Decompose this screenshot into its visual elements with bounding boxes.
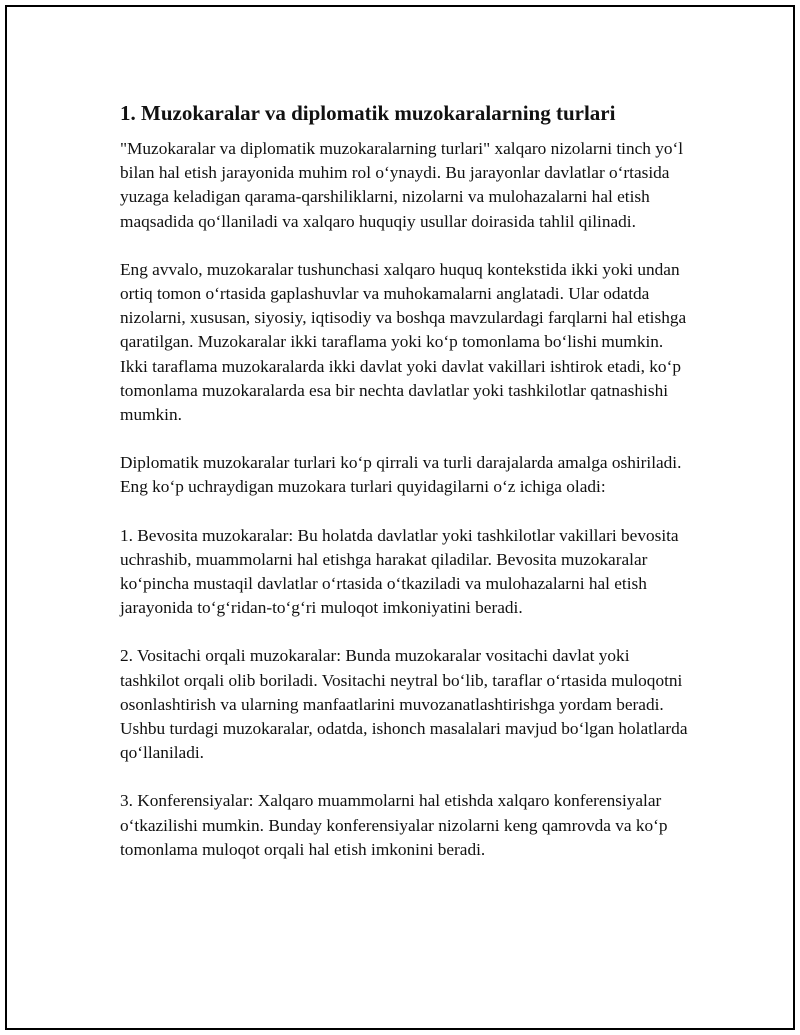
section-heading: 1. Muzokaralar va diplomatik muzokaralarning turlari xyxy=(120,101,616,125)
paragraph-conferences: 3. Konferensiyalar: Xalqaro muammolarni hal etishda xalqaro konferensiyalar o‘tkazilishi mumkin. Bunday konferensiyalar nizolarni keng qamrovda va ko‘p tomonlama muloqot orqali hal etish imkonini beradi. xyxy=(120,791,668,859)
paragraph-types-intro: Diplomatik muzokaralar turlari ko‘p qirrali va turli darajalarda amalga oshiriladi. Eng ko‘p uchraydigan muzokara turlari quyidagilarni o‘z ichiga oladi: xyxy=(120,453,682,497)
paragraph-mediated-negotiations: 2. Vositachi orqali muzokaralar: Bunda muzokaralar vositachi davlat yoki tashkilot orqali olib boriladi. Vositachi neytral bo‘lib, taraflar o‘rtasida muloqotni osonlashtirish va ularning manfaatlarini muvozanatlashtirishga yordam beradi. Ushbu turdagi muzokaralar, odatda, ishonch masalalari mavjud bo‘lgan holatlarda qo‘llaniladi. xyxy=(120,646,688,763)
paragraph-direct-negotiations: 1. Bevosita muzokaralar: Bu holatda davlatlar yoki tashkilotlar vakillari bevosita uchrashib, muammolarni hal etishga harakat qiladilar. Bevosita muzokaralar ko‘pincha mustaqil davlatlar o‘rtasida o‘tkaziladi va mulohazalarni hal etish jarayonida to‘g‘ridan-to‘g‘ri muloqot imkoniyatini beradi. xyxy=(120,525,679,618)
paragraph-definition: Eng avvalo, muzokaralar tushunchasi xalqaro huquq kontekstida ikki yoki undan ortiq tomon o‘rtasida gaplashuvlar va muhokamalarni anglatadi. Ular odatda nizolarni, xususan, siyosiy, iqtisodiy va boshqa mavzulardagi farqlarni hal etishga qaratilgan. Muzokaralar ikki taraflama yoki ko‘p tomonlama bo‘lishi mumkin. Ikki taraflama muzokaralarda ikki davlat yoki davlat vakillari ishtirok etadi, ko‘p tomonlama muzokaralarda esa bir nechta davlatlar yoki tashkilotlar qatnashishi mumkin. xyxy=(120,259,687,425)
paragraph-intro: "Muzokaralar va diplomatik muzokaralarning turlari" xalqaro nizolarni tinch yo‘l bilan hal etish jarayonida muhim rol o‘ynaydi. Bu jarayonlar davlatlar o‘rtasida yuzaga keladigan qarama-qarshiliklarni, nizolarni va mulohazalarni hal etish maqsadida qo‘llaniladi va xalqaro huquqiy usullar doirasida tahlil qilinadi. xyxy=(120,139,684,231)
document-body xyxy=(120,93,692,886)
page-frame xyxy=(5,5,795,1030)
